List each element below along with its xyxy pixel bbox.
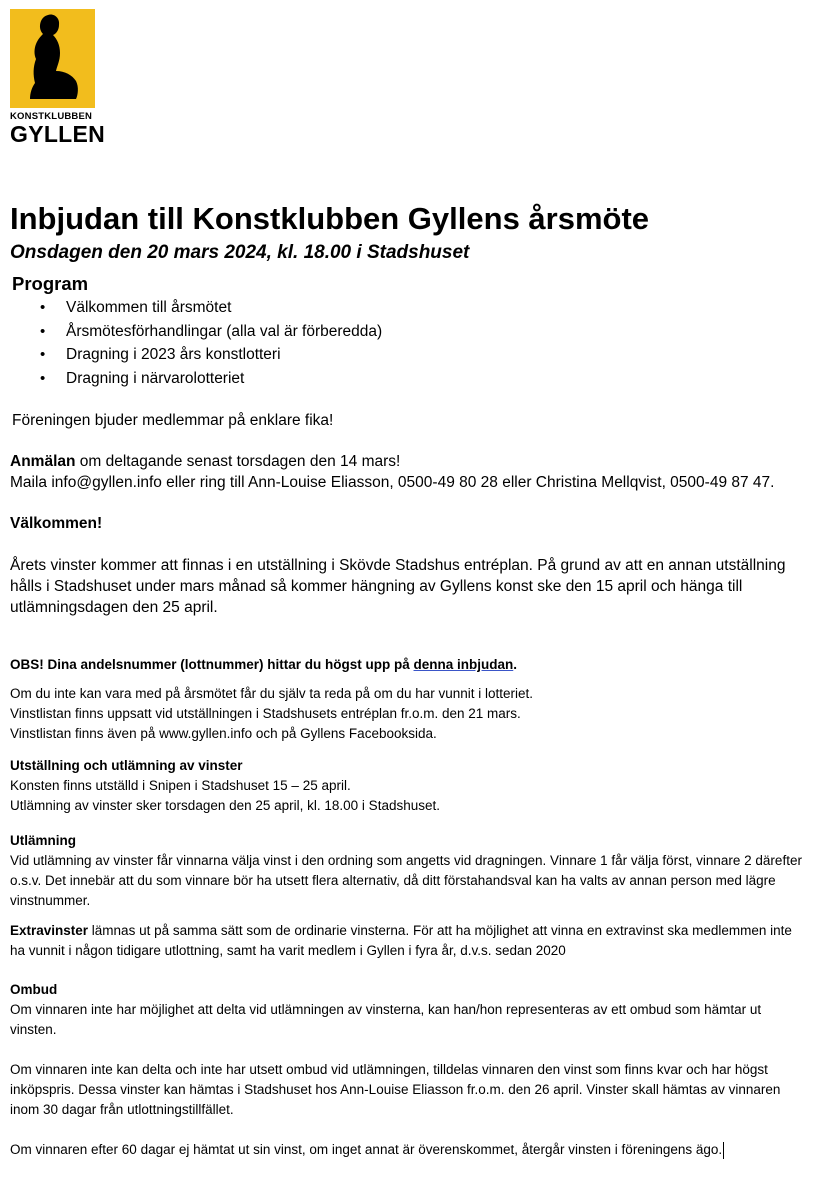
list-item: • Dragning i närvarolotteriet (66, 367, 810, 391)
utstallning-heading: Utställning och utlämning av vinster (10, 758, 243, 773)
lottery-info-line: Vinstlistan finns uppsatt vid utställningen i Stadshusets entréplan fr.o.m. den 21 mars. (10, 706, 521, 721)
obs-text: OBS! Dina andelsnummer (lottnummer) hittar du högst upp på (10, 657, 414, 672)
event-date: Onsdagen den 20 mars 2024, kl. 18.00 i Stadshuset (10, 242, 470, 263)
extravinster-paragraph (10, 921, 810, 961)
obs-line (10, 655, 810, 675)
anmalan-text: om deltagande senast torsdagen den 14 mars! (75, 453, 401, 470)
obs-link[interactable]: denna inbjudan (413, 657, 514, 672)
final-paragraph (10, 1140, 810, 1160)
logo-small-text: KONSTKLUBBEN (10, 111, 93, 122)
page-title: Inbjudan till Konstklubben Gyllens årsmöte (10, 201, 650, 236)
no-ombud-paragraph: Om vinnaren inte kan delta och inte har utsett ombud vid utlämningen, tilldelas vinnaren den vinst som finns kvar och har högst inköpspris. Dessa vinster kan hämtas i Stadshuset hos Ann-Louise Eliasson fr.o.m. den 26 april. Vinster skall hämtas av vinnaren inom 30 dagar från utlottningstillfället. (10, 1062, 781, 1117)
logo-big-text: GYLLEN (10, 121, 106, 147)
contact-text: Maila info@gyllen.info eller ring till Ann-Louise Eliasson, 0500-49 80 28 eller Christina Mellqvist, 0500-49 87 47. (10, 474, 775, 491)
final-text: Om vinnaren efter 60 dagar ej hämtat ut sin vinst, om inget annat är överenskommet, återgår vinsten i föreningens ägo. (10, 1142, 723, 1157)
extravinster-text: lämnas ut på samma sätt som de ordinarie vinsterna. För att ha möjlighet att vinna en extravinst ska medlemmen inte ha vunnit i någon tidigare utlottning, samt ha varit medlem i Gyllen i fyra år, d.v.s. sedan 2020 (10, 923, 792, 958)
ombud-heading: Ombud (10, 982, 58, 997)
exhibition-paragraph: Årets vinster kommer att finnas i en utställning i Skövde Stadshus entréplan. På grund av att en annan utställning hålls i Stadshuset under mars månad så kommer hängning av Gyllens konst ske den 15 april och hänga till utlämningsdagen den 25 april. (10, 557, 786, 616)
text-cursor (723, 1142, 724, 1159)
ombud-text: Om vinnaren inte har möjlighet att delta vid utlämningen av vinsterna, kan han/hon representeras av ett ombud som hämtar ut vinsten. (10, 1002, 762, 1037)
list-item: • Årsmötesförhandlingar (alla val är förberedda) (66, 320, 810, 344)
extravinster-label: Extravinster (10, 923, 89, 938)
valkommen-text: Välkommen! (10, 515, 103, 532)
lottery-info-line: Vinstlistan finns även på www.gyllen.info och på Gyllens Facebooksida. (10, 726, 437, 741)
anmalan-label: Anmälan (10, 453, 76, 470)
obs-end: . (513, 657, 518, 672)
utlamning-heading: Utlämning (10, 833, 76, 848)
program-heading: Program (12, 273, 89, 294)
anmalan-line (10, 451, 810, 472)
lottery-info-line: Om du inte kan vara med på årsmötet får du själv ta reda på om du har vunnit i lotteriet. (10, 686, 534, 701)
logo-sculpture-icon (10, 9, 95, 108)
utlamning-text: Vid utlämning av vinster får vinnarna välja vinst i den ordning som angetts vid dragningen. Vinnare 1 får välja först, vinnare 2 därefter o.s.v. Det innebär att du som vinnare bör ha utsett flera alternativ, då ditt förstahandsval kan ha valts av annan person med lägre vinstnummer. (10, 853, 802, 908)
program-list (10, 296, 810, 390)
utstallning-line: Utlämning av vinster sker torsdagen den 25 april, kl. 18.00 i Stadshuset. (10, 798, 440, 813)
konstklubben-logo (10, 9, 106, 147)
list-item: • Välkommen till årsmötet (66, 296, 810, 320)
list-item: • Dragning i 2023 års konstlotteri (66, 343, 810, 367)
divider: ________________________________________________________________________________ (10, 619, 580, 631)
document-body (10, 198, 810, 1160)
utstallning-line: Konsten finns utställd i Snipen i Stadshuset 15 – 25 april. (10, 778, 351, 793)
fika-text: Föreningen bjuder medlemmar på enklare fika! (12, 412, 334, 429)
